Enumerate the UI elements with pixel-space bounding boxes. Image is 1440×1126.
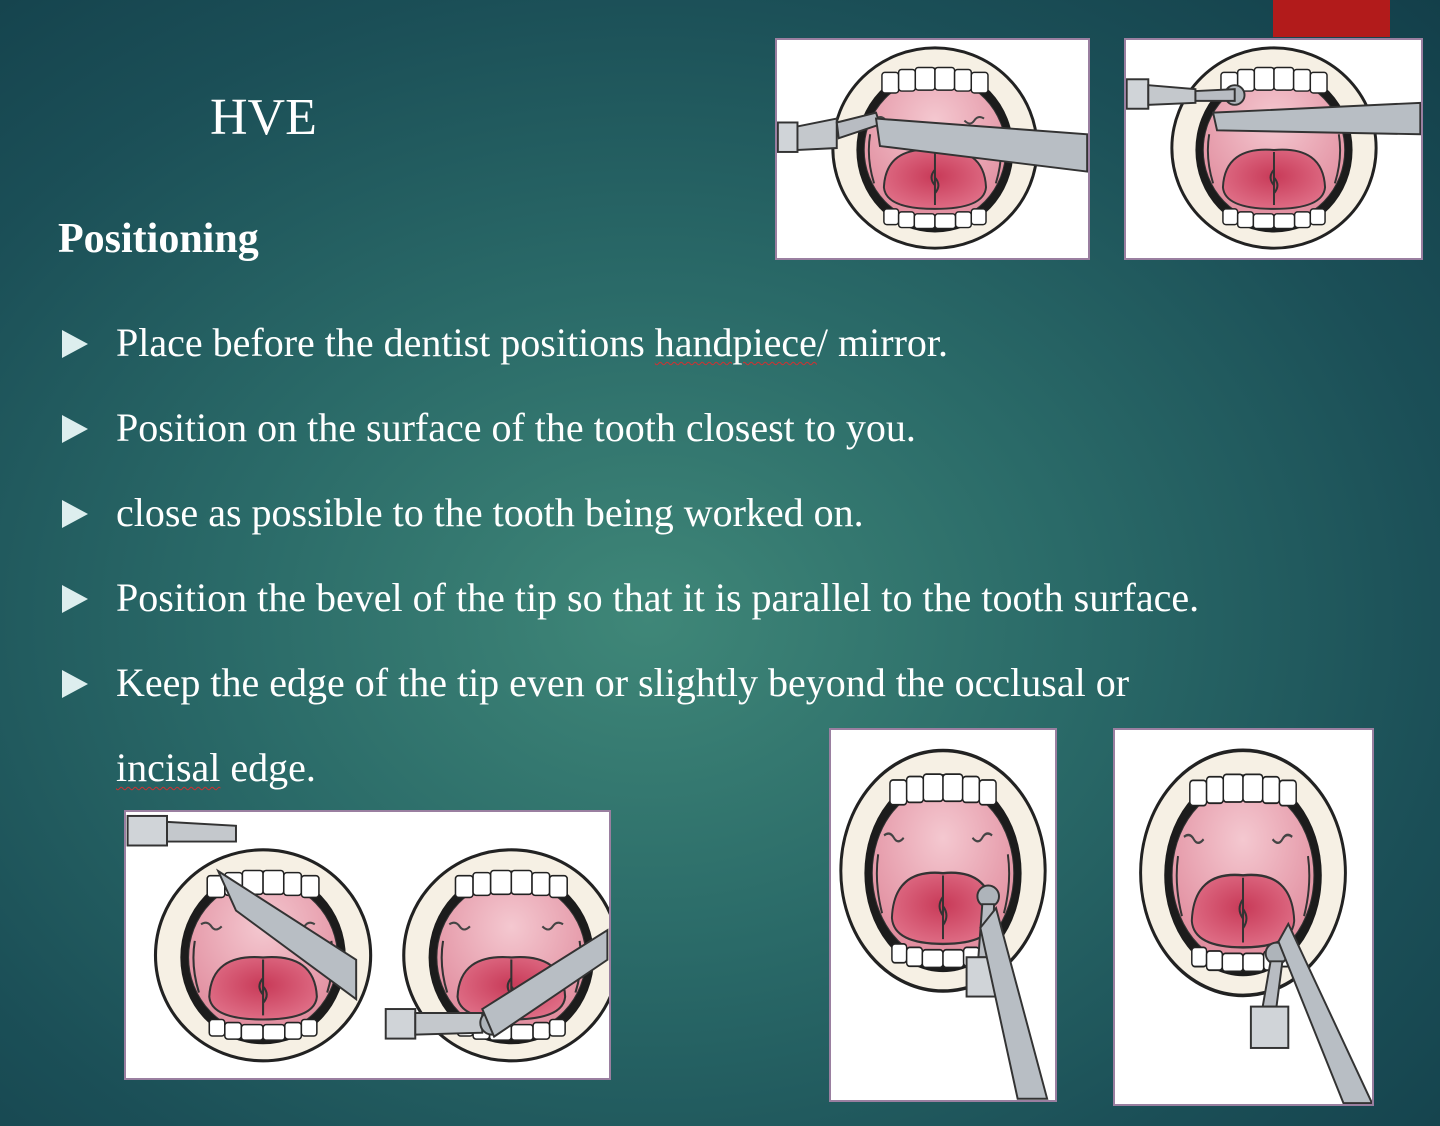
triangle-bullet-icon — [62, 585, 88, 613]
bullet-item — [58, 640, 1428, 725]
spellcheck-word: handpiece — [654, 320, 817, 365]
bullet-text: / mirror. — [816, 320, 949, 365]
accent-bar — [1273, 0, 1390, 37]
slide-title: HVE — [210, 89, 317, 146]
triangle-bullet-icon — [62, 330, 88, 358]
mouth-illustration-bottom-right — [1113, 728, 1374, 1106]
triangle-bullet-icon — [62, 670, 88, 698]
bullet-text: Place before the dentist positions — [116, 320, 655, 365]
bullet-text: Position on the surface of the tooth closest to you. — [116, 405, 916, 450]
bullet-text: Position the bevel of the tip so that it is parallel to the tooth surface. — [116, 575, 1200, 620]
bullet-text: close as possible to the tooth being worked on. — [116, 490, 864, 535]
open-mouth-hve-icon — [1115, 730, 1372, 1104]
bullet-text: edge. — [220, 745, 316, 790]
slide-subtitle: Positioning — [58, 216, 259, 262]
mouth-illustration-top-left — [775, 38, 1090, 260]
spellcheck-word: incisal — [116, 745, 221, 790]
bullet-item — [58, 555, 1428, 640]
triangle-bullet-icon — [62, 500, 88, 528]
mouth-illustration-top-right — [1124, 38, 1423, 260]
triangle-bullet-icon — [62, 415, 88, 443]
open-mouth-hve-icon — [831, 730, 1055, 1100]
open-mouth-hve-icon — [1126, 40, 1421, 258]
open-mouth-hve-icon — [777, 40, 1088, 258]
bullet-text: Keep the edge of the tip even or slightly beyond the occlusal or — [116, 660, 1130, 705]
mouth-illustration-bottom-middle — [829, 728, 1057, 1102]
mouth-illustration-bottom-left — [124, 810, 611, 1080]
bullet-item — [58, 300, 1428, 385]
open-mouth-hve-icon — [126, 812, 609, 1078]
bullet-item — [58, 385, 1428, 470]
bullet-item — [58, 470, 1428, 555]
